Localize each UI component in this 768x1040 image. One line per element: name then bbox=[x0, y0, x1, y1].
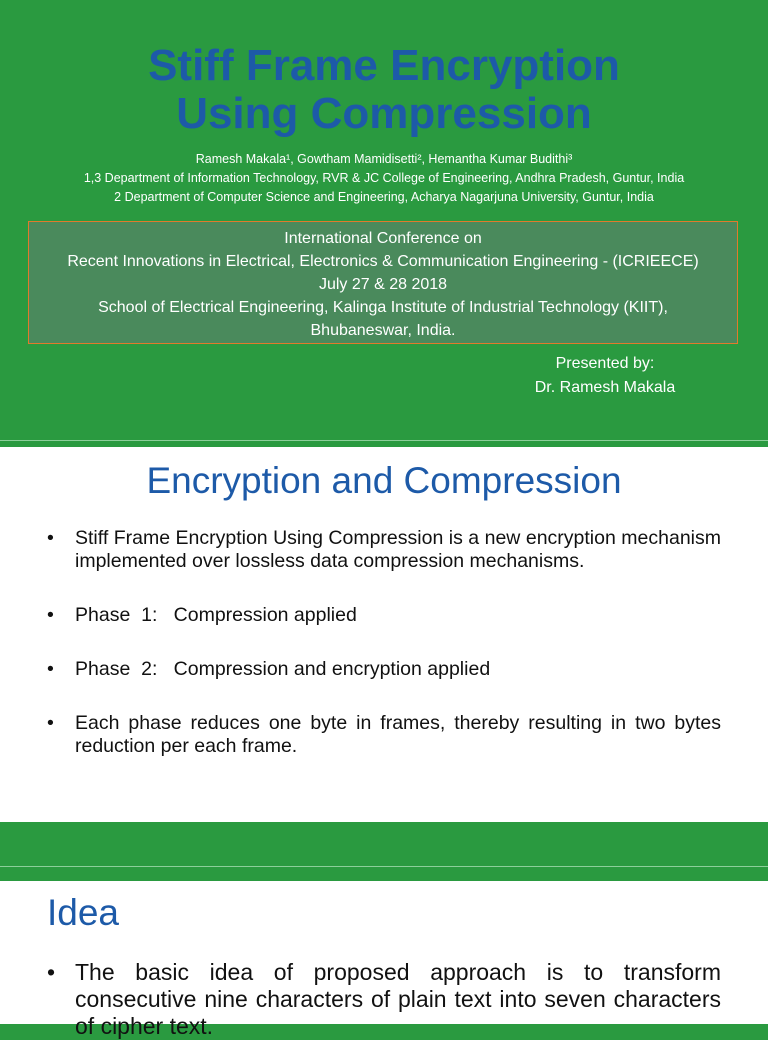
slide-separator bbox=[0, 440, 768, 441]
author-block bbox=[40, 150, 728, 207]
encryption-compression-slide bbox=[0, 447, 768, 822]
bullet-text: The basic idea of proposed approach is to transform consecutive nine characters of plain text into seven characters of cipher text. bbox=[75, 959, 721, 1039]
affiliation-1: 1,3 Department of Information Technology, RVR & JC College of Engineering, Andhra Pradesh, Guntur, India bbox=[83, 171, 685, 185]
presentation-title bbox=[0, 42, 768, 138]
title-line-1: Stiff Frame Encryption bbox=[148, 41, 620, 90]
bullet-text: Stiff Frame Encryption Using Compression is a new encryption mechanism implemented over lossless data compression mechanisms. bbox=[75, 527, 721, 572]
bullet-icon: • bbox=[47, 527, 54, 549]
conference-box bbox=[28, 221, 738, 344]
bullet-text: Each phase reduces one byte in frames, thereby resulting in two bytes reduction per each frame. bbox=[75, 712, 721, 757]
presented-by-label: Presented by: bbox=[555, 355, 655, 372]
conference-line-2: Recent Innovations in Electrical, Electronics & Communication Engineering - (ICRIEECE) bbox=[67, 253, 699, 270]
bullet-text: Phase 2: Compression and encryption applied bbox=[75, 658, 491, 680]
conference-line-5: Bhubaneswar, India. bbox=[310, 322, 456, 339]
conference-line-4: School of Electrical Engineering, Kalinga Institute of Industrial Technology (KIIT), bbox=[98, 299, 668, 316]
conference-line-1: International Conference on bbox=[284, 230, 482, 247]
title-slide bbox=[0, 0, 768, 433]
presenter-block bbox=[500, 352, 710, 400]
bullet-icon: • bbox=[47, 959, 56, 985]
idea-slide bbox=[0, 881, 768, 1039]
bullet-icon: • bbox=[47, 604, 54, 626]
slide-heading: Encryption and Compression bbox=[146, 460, 622, 501]
list-item bbox=[47, 658, 721, 681]
bullet-icon: • bbox=[47, 712, 54, 734]
affiliation-2: 2 Department of Computer Science and Engineering, Acharya Nagarjuna University, Guntur, India bbox=[114, 190, 654, 204]
bullet-text: Phase 1: Compression applied bbox=[75, 604, 357, 626]
bullet-list bbox=[47, 527, 721, 789]
slide-separator bbox=[0, 866, 768, 867]
slide-heading: Idea bbox=[47, 892, 120, 933]
conference-line-3: July 27 & 28 2018 bbox=[318, 276, 448, 293]
presenter-name: Dr. Ramesh Makala bbox=[534, 379, 676, 396]
bullet-icon: • bbox=[47, 658, 54, 680]
bullet-list bbox=[47, 959, 721, 1040]
list-item bbox=[47, 527, 721, 573]
list-item bbox=[47, 712, 721, 758]
list-item bbox=[47, 604, 721, 627]
author-names: Ramesh Makala¹, Gowtham Mamidisetti², Hemantha Kumar Budithi³ bbox=[195, 152, 573, 166]
title-line-2: Using Compression bbox=[176, 89, 592, 138]
list-item bbox=[47, 959, 721, 1040]
